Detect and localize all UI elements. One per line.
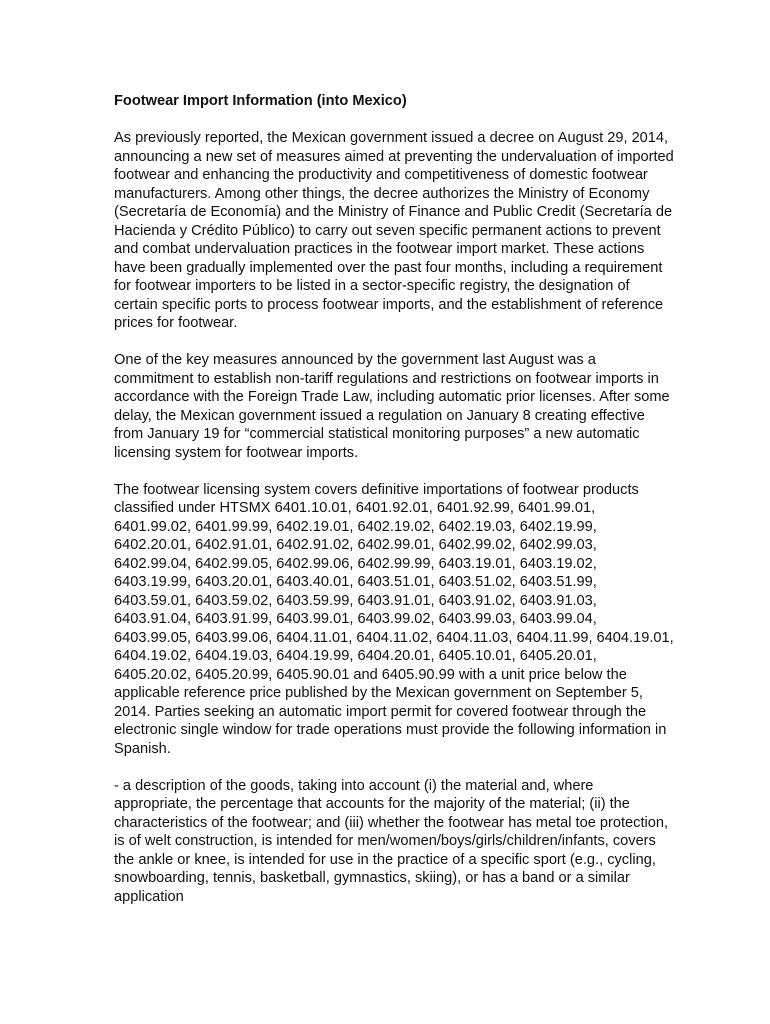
document-title: Footwear Import Information (into Mexico) xyxy=(114,93,407,109)
document-body xyxy=(114,92,674,906)
paragraph-licensing-system: The footwear licensing system covers definitive importations of footwear products classified under HTSMX 6401.10.01, 6401.92.01, 6401.92.99, 6401.99.01, 6401.99.02, 6401.99.99, 6402.19.01, 6402.19.02, 6402.19.03, 6402.19.99, 6402.20.01, 6402.91.01, 6402.91.02, 6402.99.01, 6402.99.02, 6402.99.03, 6402.99.04, 6402.99.05, 6402.99.06, 6402.99.99, 6403.19.01, 6403.19.02, 6403.19.99, 6403.20.01, 6403.40.01, 6403.51.01, 6403.51.02, 6403.51.99, 6403.59.01, 6403.59.02, 6403.59.99, 6403.91.01, 6403.91.02, 6403.91.03, 6403.91.04, 6403.91.99, 6403.99.01, 6403.99.02, 6403.99.03, 6403.99.04, 6403.99.05, 6403.99.06, 6404.11.01, 6404.11.02, 6404.11.03, 6404.11.99, 6404.19.01, 6404.19.02, 6404.19.03, 6404.19.99, 6404.20.01, 6405.10.01, 6405.20.01, 6405.20.02, 6405.20.99, 6405.90.01 and 6405.90.99 with a unit price below the applicable reference price published by the Mexican government on September 5, 2014. Parties seeking an automatic import permit for covered footwear through the electronic single window for trade operations must provide the following information in Spanish. xyxy=(114,481,674,757)
paragraph-key-measures: One of the key measures announced by the government last August was a commitment to establish non-tariff regulations and restrictions on footwear imports in accordance with the Foreign Trade Law, including automatic prior licenses. After some delay, the Mexican government issued a regulation on January 8 creating effective from January 19 for “commercial statistical monitoring purposes” a new automatic licensing system for footwear imports. xyxy=(114,352,670,461)
paragraph-decree: As previously reported, the Mexican government issued a decree on August 29, 2014, announcing a new set of measures aimed at preventing the undervaluation of imported footwear and enhancing the productivity and competitiveness of domestic footwear manufacturers. Among other things, the decree authorizes the Ministry of Economy (Secretaría de Economía) and the Ministry of Finance and Public Credit (Secretaría de Hacienda y Crédito Público) to carry out seven specific permanent actions to prevent and combat undervaluation practices in the footwear import market. These actions have been gradually implemented over the past four months, including a requirement for footwear importers to be listed in a sector-specific registry, the designation of certain specific ports to process footwear imports, and the establishment of reference prices for footwear. xyxy=(114,130,674,331)
paragraph-goods-description: - a description of the goods, taking into account (i) the material and, where appropriate, the percentage that accounts for the majority of the material; (ii) the characteristics of the footwear; and (iii) whether the footwear has metal toe protection, is of welt construction, is intended for men/women/boys/girls/children/infants, covers the ankle or knee, is intended for use in the practice of a specific sport (e.g., cycling, snowboarding, tennis, basketball, gymnastics, skiing), or has a band or a similar application xyxy=(114,777,669,905)
